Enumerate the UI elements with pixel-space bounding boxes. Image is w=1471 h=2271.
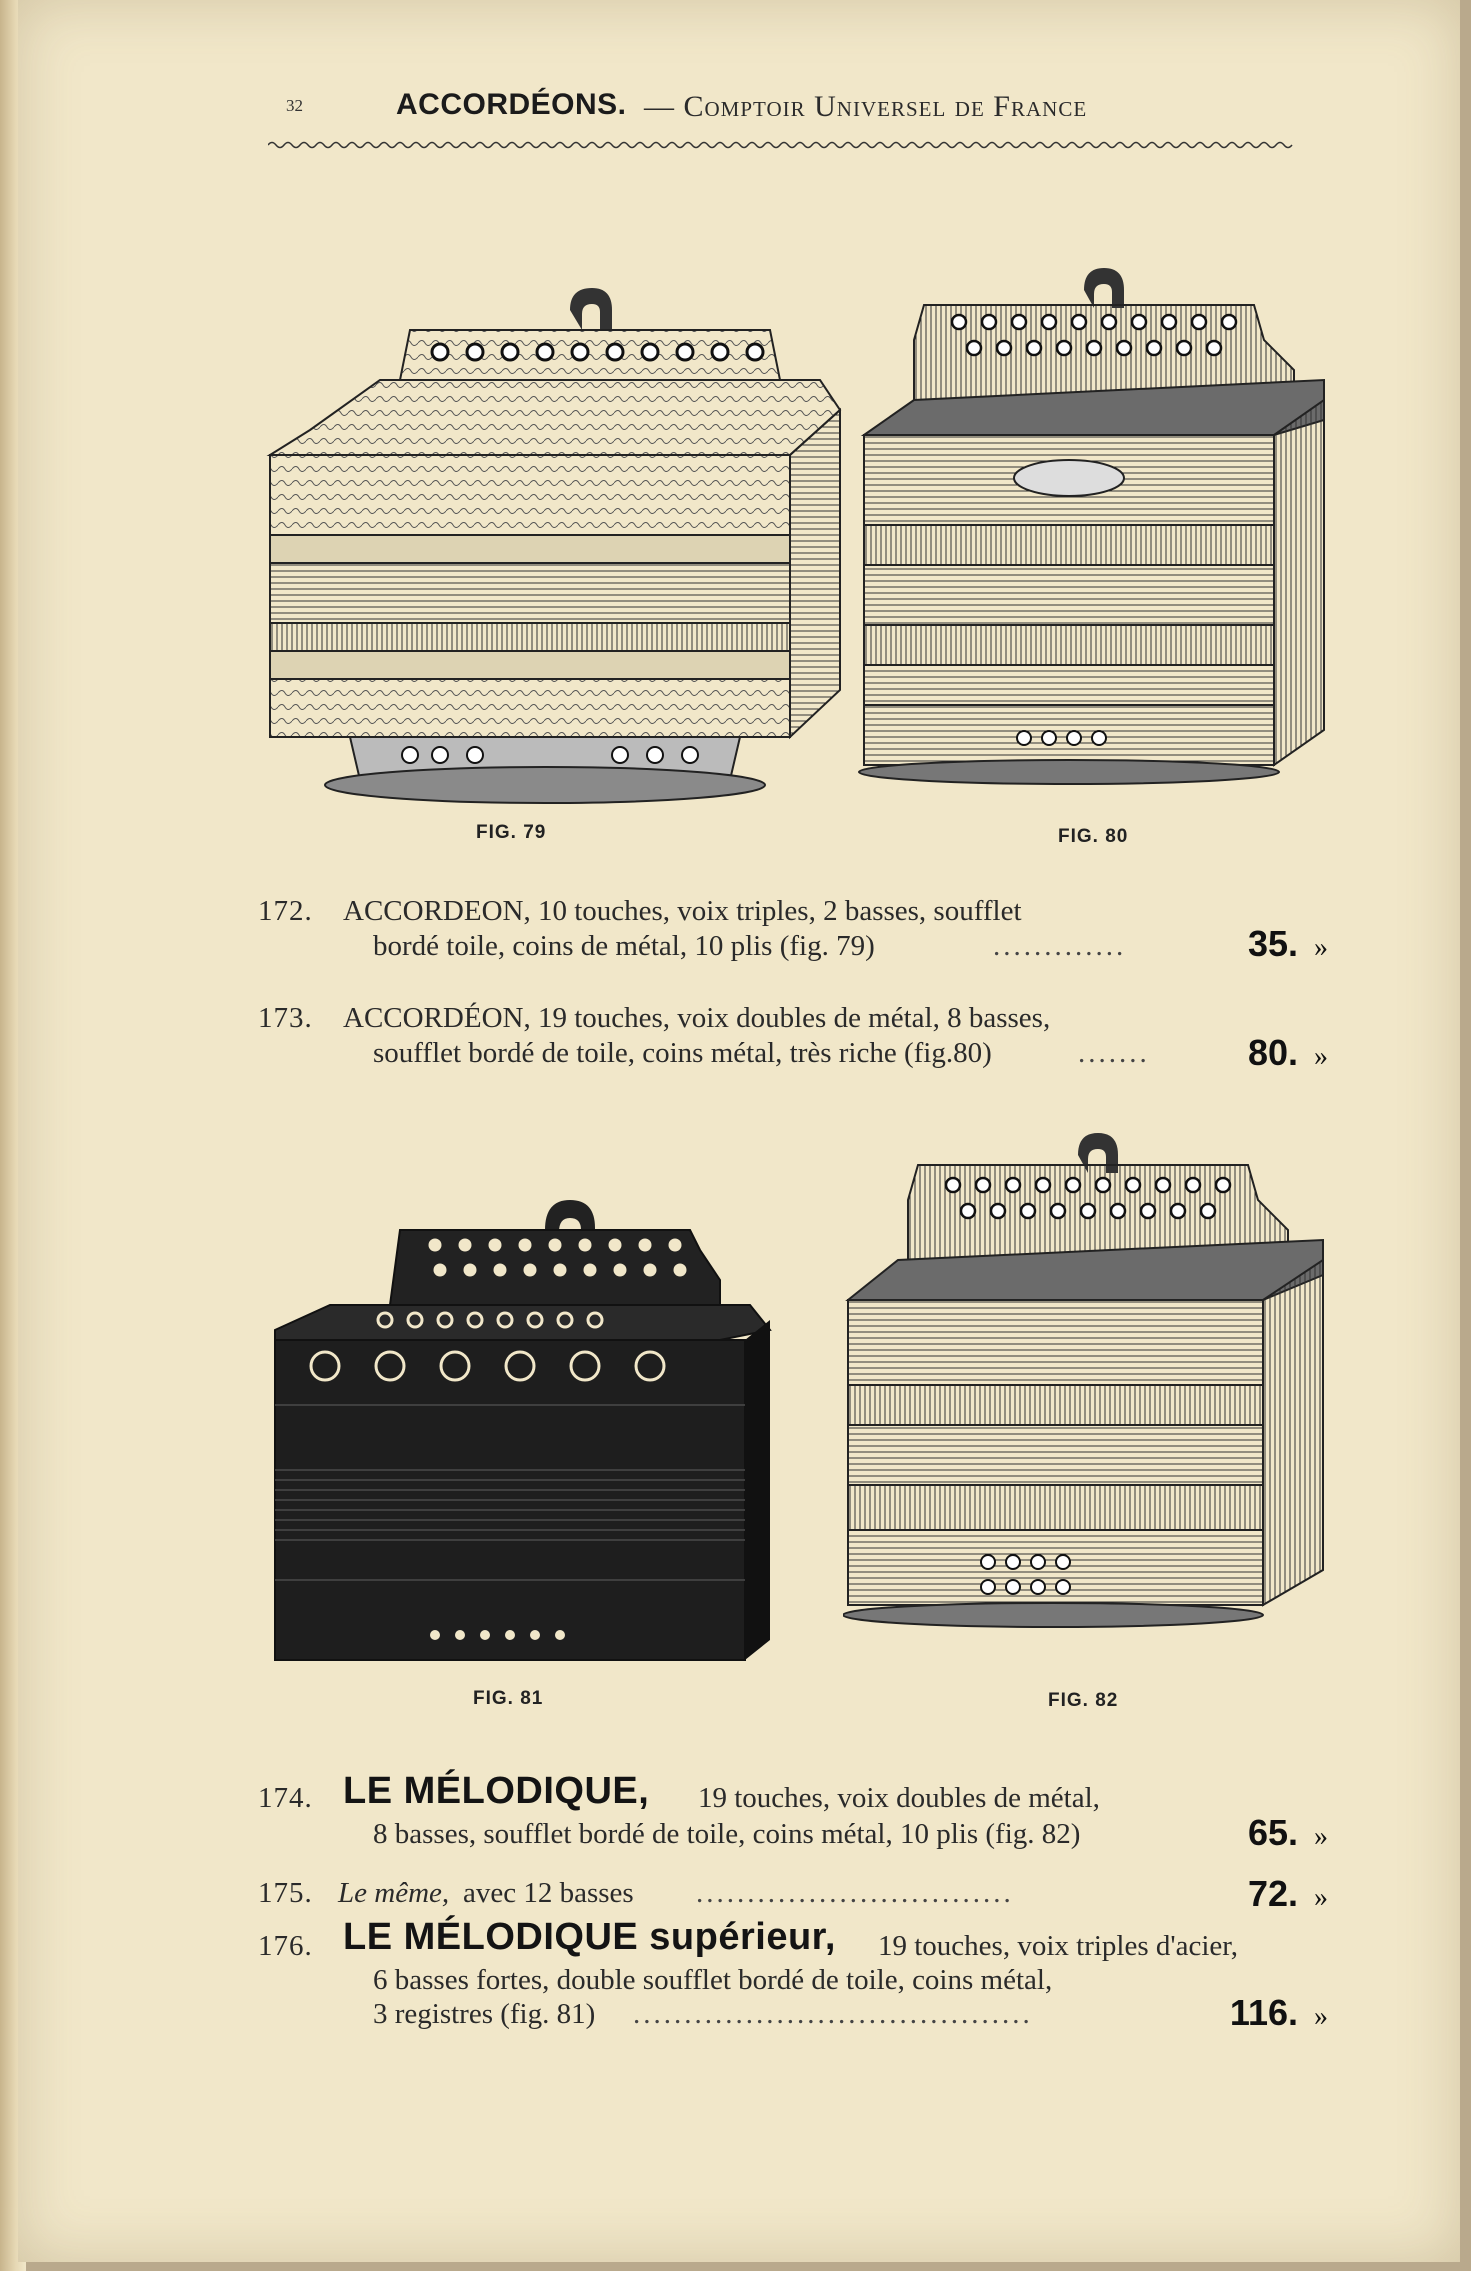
leader-dots: ............................... [696, 1877, 1014, 1909]
figure-label: FIG. 79 [476, 822, 547, 843]
item-description-line1: ACCORDÉON, 19 touches, voix doubles de métal, 8 basses, [343, 1002, 1051, 1034]
catalog-item-172 [258, 895, 1328, 970]
item-price: 72. » [1247, 1873, 1328, 1914]
item-description-line1: ACCORDEON, 10 touches, voix triples, 2 basses, soufflet [343, 895, 1022, 927]
item-price: 116. » [1229, 1992, 1328, 2033]
item-name: Le même, [338, 1877, 450, 1909]
item-price: 35. » [1247, 923, 1328, 964]
item-price: 65. » [1247, 1812, 1328, 1853]
item-description-line2: bordé toile, coins de métal, 10 plis (fig. 79) [373, 930, 875, 962]
wavy-rule [268, 138, 1333, 152]
figure-label: FIG. 81 [473, 1688, 544, 1709]
leader-dots: ....... [1078, 1037, 1150, 1069]
figure-label: FIG. 82 [1048, 1690, 1119, 1711]
item-price: 80. » [1247, 1032, 1328, 1073]
page-header [268, 88, 1333, 138]
item-name: LE MÉLODIQUE, [343, 1770, 650, 1812]
item-description-line2: 6 basses fortes, double soufflet bordé de toile, coins métal, [373, 1964, 1053, 1996]
figure-label: FIG. 80 [1058, 826, 1129, 847]
item-description-line1: 19 touches, voix doubles de métal, [698, 1782, 1100, 1814]
accordion-illustration-fig82 [843, 1125, 1333, 1685]
item-description-line3: 3 registres (fig. 81) [373, 1998, 596, 2030]
item-description-line2: 8 basses, soufflet bordé de toile, coins métal, 10 plis (fig. 82) [373, 1818, 1081, 1850]
item-description-line2: soufflet bordé de toile, coins métal, très riche (fig.80) [373, 1037, 992, 1069]
item-number: 176. [258, 1930, 313, 1962]
catalog-page [18, 0, 1460, 2262]
leader-dots: ....................................... [633, 1998, 1033, 2030]
section-subtitle: — Comptoir Universel de France [644, 90, 1088, 123]
leader-dots: ............. [993, 930, 1127, 962]
item-number: 173. [258, 1002, 313, 1034]
accordion-illustration-fig80 [854, 260, 1334, 810]
item-number: 174. [258, 1782, 313, 1814]
catalog-item-173 [258, 1002, 1328, 1077]
section-title: ACCORDÉONS. [396, 88, 627, 121]
accordion-illustration-fig79 [250, 280, 850, 810]
item-description-line1: avec 12 basses [463, 1877, 634, 1909]
catalog-item-174 [258, 1770, 1328, 1855]
accordion-illustration-fig81 [250, 1180, 790, 1680]
item-number: 172. [258, 895, 313, 927]
page-number: 32 [286, 96, 303, 115]
catalog-item-176 [258, 1916, 1328, 2036]
item-name: LE MÉLODIQUE supérieur, [343, 1916, 836, 1958]
item-description-line1: 19 touches, voix triples d'acier, [878, 1930, 1239, 1962]
item-number: 175. [258, 1877, 313, 1909]
